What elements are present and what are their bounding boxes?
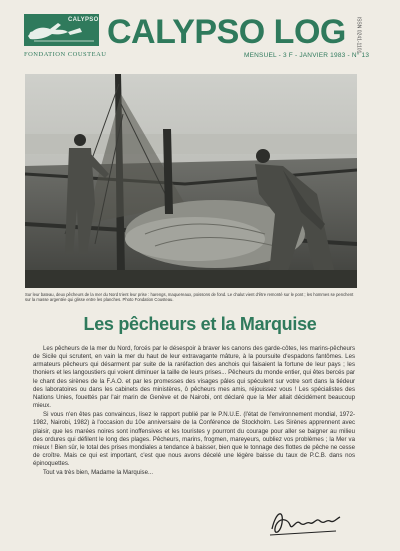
article-paragraph: Les pêcheurs de la mer du Nord, forcés par le désespoir à braver les canons des garde-côtes, les marins-pêcheurs de Sicile qui scrutent, en vain la mer du haut de leur extravagante mâture, à la poursuite d'espadons fantômes. Les armateurs pêcheurs qui désarment par suite de la raréfaction des anchois qui faisaient la fortune de leur pays ; les thoniers et les langoustiers qui voient diminuer la taille de leurs prises... Pêcheurs du monde entier, qui êtes bercés par le chant des sirènes de la F.A.O. et par les promesses des visages pâles qui spéculent sur votre sort dans la tiédeur des laboratoires ou dans les cabinets des ministères, ô pêcheurs mes amis, réjouissez vous ! Les spécialistes des Nations Unies, fouettés par l'air marin de Genève et de Nairobi, ont déclaré que la Mer allait décidément beaucoup mieux. xyxy=(33,345,355,410)
article-headline: Les pêcheurs et la Marquise xyxy=(83,314,317,334)
fishing-photo xyxy=(25,74,357,288)
signature xyxy=(266,505,346,539)
magazine-title: CALYPSO LOG xyxy=(107,13,346,51)
article-paragraph: Tout va très bien, Madame la Marquise... xyxy=(43,469,154,477)
article-body xyxy=(33,345,355,479)
photo-caption: Sur leur bateau, deux pêcheurs de la mer du Nord trient leur prise : harengs, maquereaux, poissons de fond. Le chalut vient d'être remonté sur le pont ; les hommes se penchent sur la masse argentée qui glisse entre les planches. Photo Fondation Cousteau. xyxy=(25,292,354,302)
fishermen-photo-image xyxy=(25,74,357,288)
issn-note xyxy=(355,12,368,64)
article-paragraph: Si vous n'en êtes pas convaincus, lisez le rapport publié par le P.N.U.E. (l'état de l'environnement mondial, 1972-1982, Nairobi, 1982) à l'occasion du 10e anniversaire de la Conférence de Stockholm. Les Sirènes apprennent avec plaisir, que les marées noires sont inoffensives et les touristes y pourront du courage pour aller se baigner au milieu des ordures qui défilent le long des plages. Pêcheurs, marins, frogmen, mareyeurs, oubliez vos problèmes ; la Mer va mieux ! Bien sûr, le total des prises mondiales a tendance à baisser, bien que le tonnage des flottes de pêche ne cesse de croître. Mais ce qui est important, c'est que nous avons décelé une légère baisse du taux de P.C.B. dans nos épinoquettes. xyxy=(33,411,355,468)
calypso-logo xyxy=(24,14,99,46)
issue-line: MENSUEL - 3 F - JANVIER 1983 - N° 13 xyxy=(244,52,370,59)
logo-text: CALYPSO xyxy=(68,17,99,23)
foundation-name: FONDATION COUSTEAU xyxy=(24,51,107,58)
issn-text: ISSN 0241-1101 xyxy=(355,16,362,54)
